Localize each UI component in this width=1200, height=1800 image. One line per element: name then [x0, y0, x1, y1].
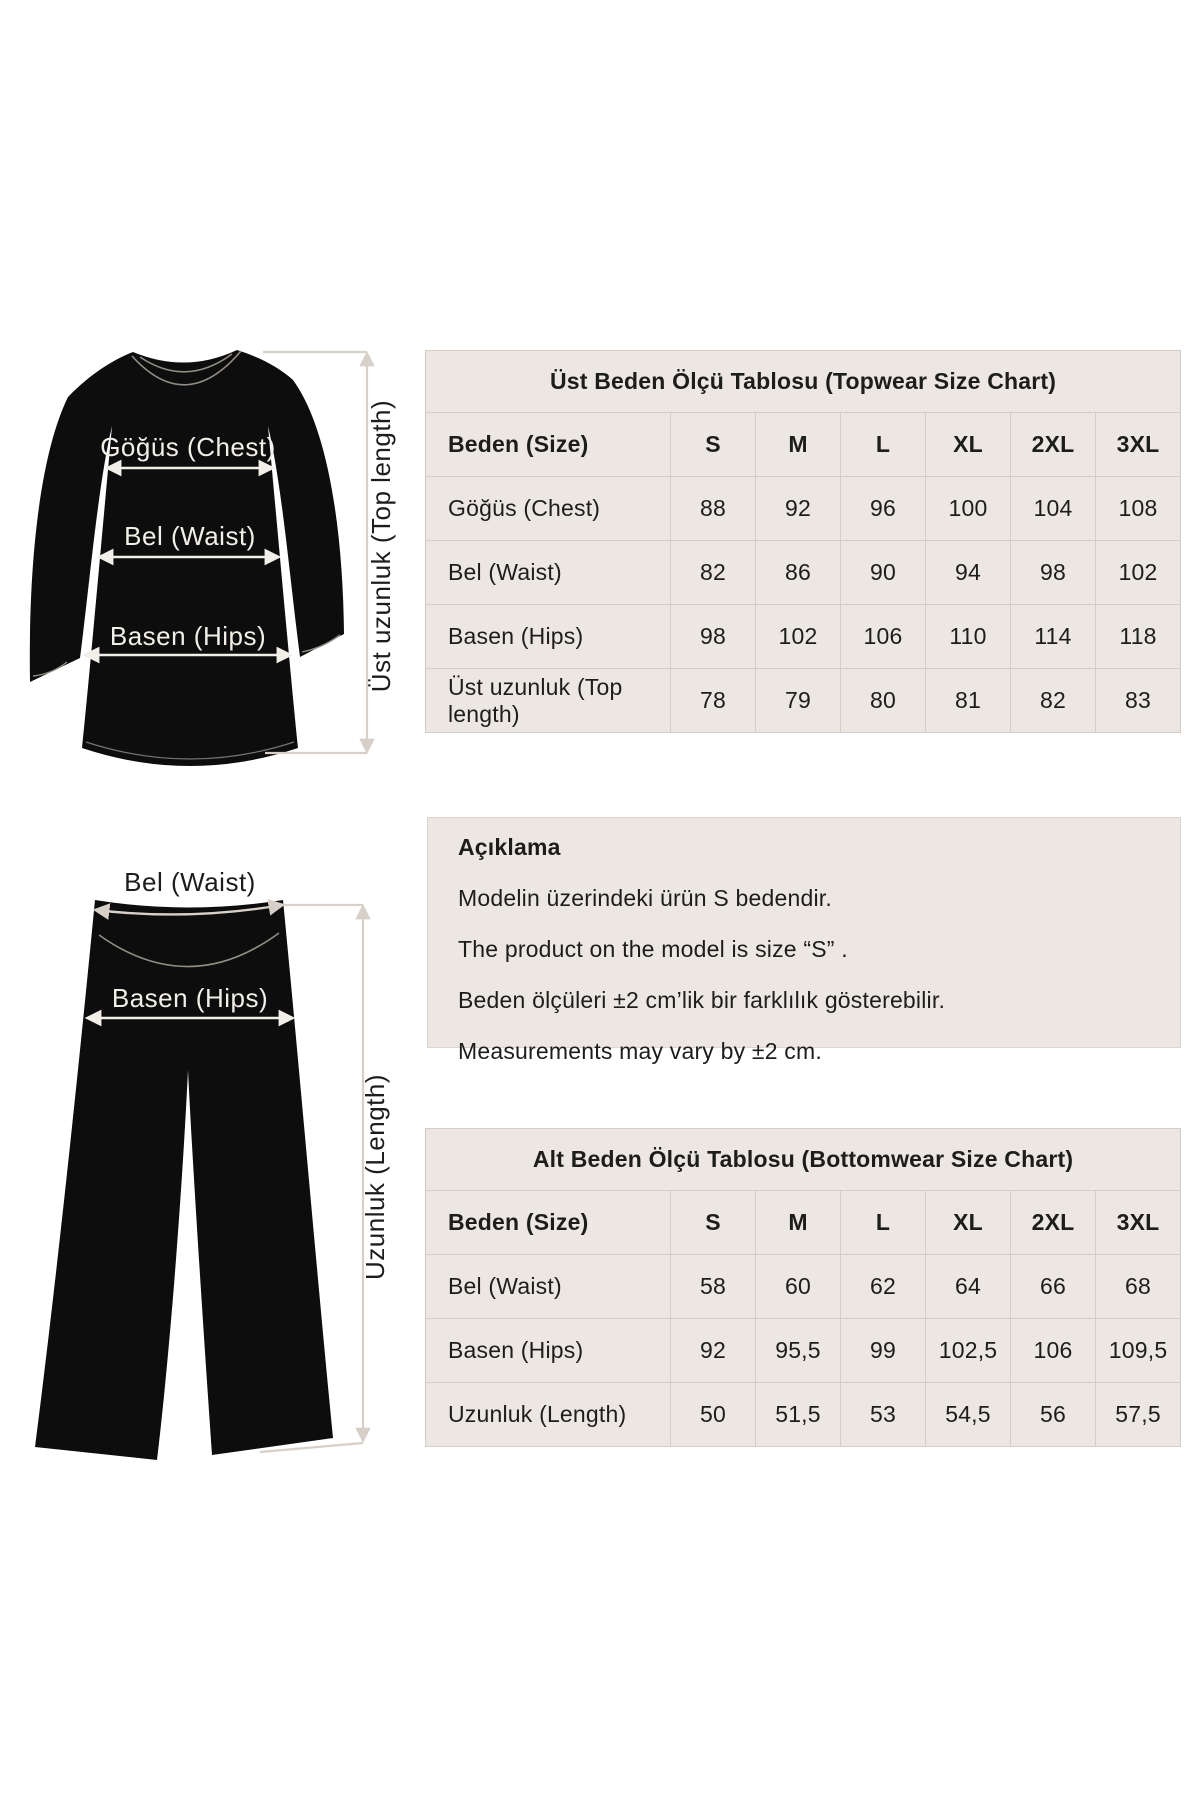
cell-value: 80: [841, 669, 926, 733]
size-col-header: L: [841, 413, 926, 477]
cell-value: 92: [671, 1319, 756, 1383]
cell-value: 60: [756, 1255, 841, 1319]
cell-value: 106: [841, 605, 926, 669]
cell-value: 51,5: [756, 1383, 841, 1447]
waist-measure-label: Bel (Waist): [124, 867, 256, 897]
cell-value: 86: [756, 541, 841, 605]
cell-value: 78: [671, 669, 756, 733]
cell-value: 110: [926, 605, 1011, 669]
hips-measure-label: Basen (Hips): [109, 621, 267, 651]
size-col-header: M: [756, 1191, 841, 1255]
cell-value: 114: [1011, 605, 1096, 669]
table-header-row: [426, 1191, 1181, 1255]
top-length-label: Üst uzunluk (Top length): [366, 399, 396, 693]
table-row: [426, 1319, 1181, 1383]
table-row: [426, 1383, 1181, 1447]
cell-value: 82: [1011, 669, 1096, 733]
note-line: The product on the model is size “S” .: [458, 936, 848, 962]
cell-value: 102,5: [926, 1319, 1011, 1383]
cell-value: 81: [926, 669, 1011, 733]
chest-measure-label: Göğüs (Chest): [100, 432, 276, 462]
table-row: [426, 605, 1181, 669]
size-col-header: L: [841, 1191, 926, 1255]
cell-value: 98: [671, 605, 756, 669]
bottomwear-illustration: [20, 855, 410, 1475]
row-label: Bel (Waist): [426, 541, 671, 605]
note-line: Modelin üzerindeki ürün S bedendir.: [458, 885, 832, 911]
size-col-header: 3XL: [1096, 1191, 1181, 1255]
size-col-header: S: [671, 1191, 756, 1255]
bottomwear-size-table: [425, 1128, 1181, 1447]
cell-value: 106: [1011, 1319, 1096, 1383]
size-col-header: S: [671, 413, 756, 477]
row-label: Üst uzunluk (Top length): [426, 669, 671, 733]
cell-value: 66: [1011, 1255, 1096, 1319]
cell-value: 58: [671, 1255, 756, 1319]
cell-value: 54,5: [926, 1383, 1011, 1447]
note-line: Measurements may vary by ±2 cm.: [458, 1038, 822, 1064]
cell-value: 99: [841, 1319, 926, 1383]
row-label: Göğüs (Chest): [426, 477, 671, 541]
row-label: Basen (Hips): [426, 1319, 671, 1383]
cell-value: 102: [756, 605, 841, 669]
table-row: [426, 669, 1181, 733]
cell-value: 96: [841, 477, 926, 541]
cell-value: 82: [671, 541, 756, 605]
cell-value: 62: [841, 1255, 926, 1319]
cell-value: 68: [1096, 1255, 1181, 1319]
table-row: [426, 477, 1181, 541]
cell-value: 108: [1096, 477, 1181, 541]
cell-value: 94: [926, 541, 1011, 605]
row-label: Bel (Waist): [426, 1255, 671, 1319]
cell-value: 83: [1096, 669, 1181, 733]
cell-value: 104: [1011, 477, 1096, 541]
cell-value: 109,5: [1096, 1319, 1181, 1383]
size-col-header: XL: [926, 413, 1011, 477]
cell-value: 53: [841, 1383, 926, 1447]
hips-measure-label: Basen (Hips): [111, 983, 269, 1013]
cell-value: 64: [926, 1255, 1011, 1319]
cell-value: 90: [841, 541, 926, 605]
note-line: Beden ölçüleri ±2 cm’lik bir farklılık gösterebilir.: [458, 987, 946, 1013]
row-label: Basen (Hips): [426, 605, 671, 669]
size-col-header: M: [756, 413, 841, 477]
cell-value: 98: [1011, 541, 1096, 605]
table-row: [426, 1255, 1181, 1319]
note-title: Açıklama: [458, 834, 561, 860]
size-header-cell: Beden (Size): [426, 1191, 671, 1255]
topwear-size-table: [425, 350, 1181, 733]
row-label: Uzunluk (Length): [426, 1383, 671, 1447]
table-header-row: [426, 413, 1181, 477]
waist-measure-label: Bel (Waist): [124, 521, 256, 551]
cell-value: 95,5: [756, 1319, 841, 1383]
bottomwear-table-title: Alt Beden Ölçü Tablosu (Bottomwear Size Chart): [426, 1129, 1181, 1191]
cell-value: 88: [671, 477, 756, 541]
topwear-illustration: [20, 290, 410, 790]
size-col-header: 2XL: [1011, 413, 1096, 477]
size-col-header: 2XL: [1011, 1191, 1096, 1255]
table-row: [426, 541, 1181, 605]
length-label: Uzunluk (Length): [360, 1074, 390, 1280]
cell-value: 79: [756, 669, 841, 733]
size-header-cell: Beden (Size): [426, 413, 671, 477]
size-col-header: XL: [926, 1191, 1011, 1255]
cell-value: 56: [1011, 1383, 1096, 1447]
cell-value: 118: [1096, 605, 1181, 669]
cell-value: 102: [1096, 541, 1181, 605]
cell-value: 50: [671, 1383, 756, 1447]
cell-value: 57,5: [1096, 1383, 1181, 1447]
size-col-header: 3XL: [1096, 413, 1181, 477]
cell-value: 100: [926, 477, 1011, 541]
note-box: [427, 817, 1181, 1064]
topwear-table-title: Üst Beden Ölçü Tablosu (Topwear Size Chart): [426, 351, 1181, 413]
cell-value: 92: [756, 477, 841, 541]
